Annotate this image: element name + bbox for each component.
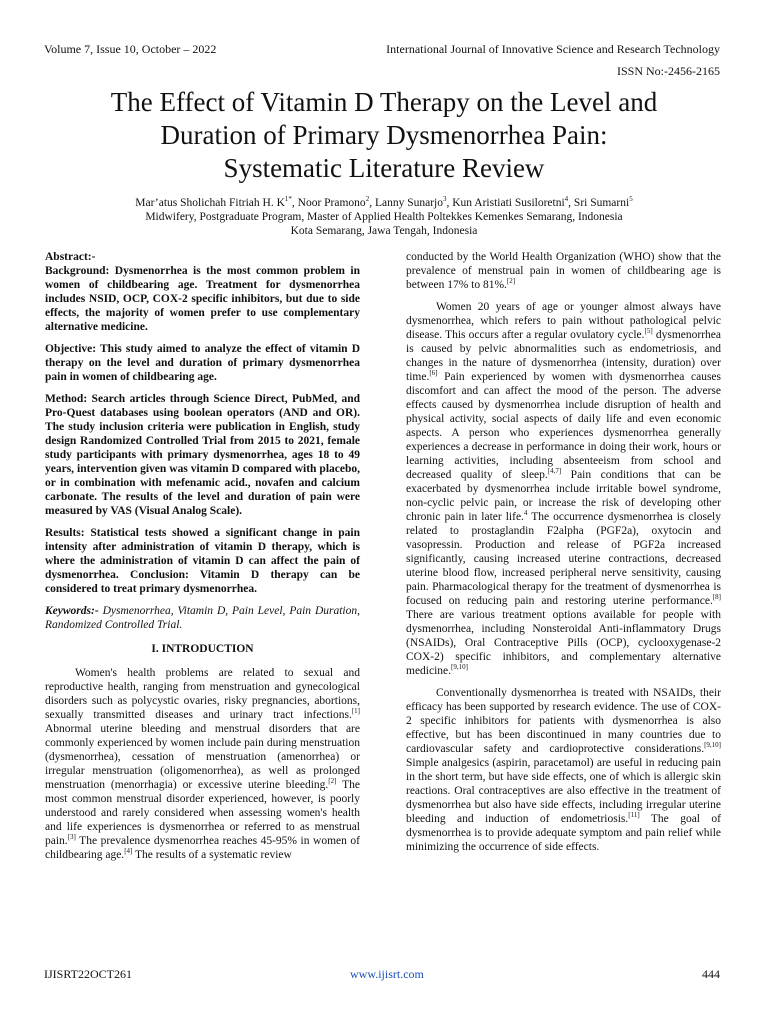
text-run: The occurrence dysmenorrhea is closely related to prostaglandin F2alpha (PGF2a), oxytocin and vasopressin. Production and release of PGF2a increased significantly, causing increased uterine contractions, decreased uterine blood flow, increased peripheral nerve sensitivity, causing pain. Pharmacological therapy for the treatment of dysmenorrhea is focused on reducing pain and restoring uterine performance. — [406, 511, 721, 607]
text-run: There are various treatment options available for people with dysmenorrhea, including Nonsteroidal Anti-inflammatory Drugs (NSAIDs), Oral Contraceptive Pills (OCP), cyclooxygenase-2 COX-2) specific inhibitors, and complementary alternative medicine. — [406, 609, 721, 677]
text-run: The results of a systematic review — [132, 849, 292, 861]
abstract-results: Results: Statistical tests showed a significant change in pain intensity after administration of vitamin D therapy, which is where the administration of vitamin D can affect the pain of dysmenorrhea. Conclusion: Vitamin D therapy can be considered to treat primary dysmenorrhea. — [45, 527, 360, 595]
journal-name: International Journal of Innovative Science and Research Technology — [386, 42, 720, 56]
text-run: Pain experienced by women with dysmenorrhea causes discomfort and can affect the mood of the person. The adverse effects caused by dysmenorrhea include disruption of health and physical activity, social aspects of daily life and even economic aspects. A person who experiences dysmenorrhea generally experiences a decrease in performance in doing their work, hours or learning activities, including absenteeism from school and decreased quality of sleep. — [406, 371, 721, 481]
author-4-mark: 4 — [564, 195, 569, 204]
keywords-label: Keywords:- — [45, 605, 99, 617]
text-run: The goal of dysmenorrhea is to provide adequate symptom and pain relief while minimizing the occurrence of side effects. — [406, 813, 721, 853]
text-run: Women 20 years of age or younger almost always have dysmenorrhea, which refers to pain without pathological pelvic disease. This occurs after a regular ovulatory cycle. — [406, 301, 721, 341]
abstract-objective: Objective: This study aimed to analyze the effect of vitamin D therapy on the level and duration of primary dysmenorrhea pain in women of childbearing age. — [45, 343, 360, 383]
title-line-1: The Effect of Vitamin D Therapy on the Level and — [110, 87, 658, 117]
intro-paragraph-1-continued — [406, 250, 721, 292]
text-run: Pain conditions that can be exacerbated by dysmenorrhea include irritable bowel syndrome, non-cyclic pelvic pain, or increase the risk of developing other chronic pain in later life. — [406, 469, 721, 523]
citation: 4 — [523, 509, 528, 518]
citation: [4,7] — [547, 467, 562, 476]
text-run: The prevalence dysmenorrhea reaches 45-95% in women of childbearing age. — [45, 835, 360, 861]
keywords — [45, 604, 360, 632]
citation: [3] — [67, 833, 76, 842]
footer-page-number: 444 — [702, 967, 720, 981]
abstract-heading: Abstract:- — [45, 251, 96, 263]
citation: [9,10] — [451, 663, 468, 672]
citation: [6] — [429, 369, 438, 378]
text-run: conducted by the World Health Organization (WHO) show that the prevalence of menstrual pain in women of childbearing age is between 17% to 81%. — [406, 251, 721, 291]
title-line-2: Duration of Primary Dysmenorrhea Pain: — [160, 120, 608, 150]
author-1-mark: 1* — [284, 195, 292, 204]
intro-paragraph-2 — [406, 300, 721, 678]
author-5: , Sri Sumarni — [568, 197, 630, 209]
citation: [5] — [644, 327, 653, 336]
citation: [11] — [628, 811, 640, 820]
citation: [9,10] — [704, 741, 721, 750]
volume-issue: Volume 7, Issue 10, October – 2022 — [44, 42, 217, 56]
text-run: Abnormal uterine bleeding and menstrual disorders that are commonly experienced by women include pain during menstruation (dysmenorrhea), cessation of menstruation (amenorrhea) or irregular menstruation (oligomenorrhea), as well as prolonged menstruation (menorrhagia) or excessive uterine bleeding. — [45, 723, 360, 791]
affiliation-line-2: Kota Semarang, Jawa Tengah, Indonesia — [290, 225, 478, 237]
author-1: Mar’atus Sholichah Fitriah H. K — [135, 197, 285, 209]
left-column — [45, 250, 360, 870]
author-2: , Noor Pramono — [291, 197, 366, 209]
citation: [1] — [351, 707, 360, 716]
citation: [4] — [124, 847, 133, 856]
text-run: Women's health problems are related to sexual and reproductive health, ranging from menstruation and gynecological disorders such as polycystic ovaries, risky pregnancies, abortions, sexually transmitted diseases and urinary tract infections. — [45, 667, 360, 721]
intro-paragraph-1 — [45, 666, 360, 862]
text-run: The most common menstrual disorder experienced, however, is poorly understood and rarely considered when assessing women's health and life experiences is dysmenorrhea or referred to as menstrual pain. — [45, 779, 361, 847]
author-block — [30, 196, 738, 238]
text-run: Conventionally dysmenorrhea is treated with NSAIDs, their efficacy has been supported by research evidence. The use of COX-2 specific inhibitors for patients with dysmenorrhea is also effective, but has been discontinued in many countries due to cardiovascular safety and cardioprotective considerations. — [406, 687, 721, 755]
text-run: dysmenorrhea is caused by pelvic abnormalities such as endometriosis, and changes in the nature of dysmenorrhea (intensity, duration) over time. — [406, 329, 721, 383]
citation: [2] — [328, 777, 337, 786]
paper-title — [30, 86, 738, 185]
intro-paragraph-3 — [406, 686, 721, 854]
citation: [2] — [506, 277, 516, 286]
issn: ISSN No:-2456-2165 — [616, 64, 720, 78]
author-list — [30, 196, 738, 210]
author-3: , Lanny Sunarjo — [369, 197, 443, 209]
author-2-mark: 2 — [365, 195, 370, 204]
affiliation-line-1: Midwifery, Postgraduate Program, Master of Applied Health Poltekkes Kemenkes Semarang, Indonesia — [145, 211, 623, 223]
footer-website-link[interactable]: www.ijisrt.com — [350, 967, 424, 981]
author-5-mark: 5 — [629, 195, 633, 204]
abstract-method: Method: Search articles through Science Direct, PubMed, and Pro-Quest databases using boolean operators (AND and OR). The study inclusion criteria were publication in English, study design Randomized Controlled Trial from 2015 to 2021, female study participants with primary dysmenorrhea, ages 18 to 49 years, intervention given was vitamin D compared with placebo, or in combination with mefenamic acid., novafen and calcium carbonate. The results of the level and duration of pain were measured by VAS (Visual Analog Scale). — [45, 393, 360, 517]
author-3-mark: 3 — [442, 195, 447, 204]
abstract-background: Background: Dysmenorrhea is the most common problem in women of childbearing age. Treatment for dysmenorrhea includes NSID, OCP, COX-2 specific inhibitors, but due to side effects, the majority of women prefer to use complementary alternative medicine. — [45, 265, 360, 333]
citation: [8] — [712, 593, 721, 602]
footer-article-code: IJISRT22OCT261 — [44, 967, 132, 981]
text-run: Simple analgesics (aspirin, paracetamol) are useful in reducing pain in the short term, but have side effects, one of which is allergic skin reactions. Oral contraceptives are also effective in the treatment of dysmenorrhea but also have side effects, including irregular uterine bleeding and induction of endometriosis. — [406, 757, 721, 825]
keywords-list: Dysmenorrhea, Vitamin D, Pain Level, Pain Duration, Randomized Controlled Trial. — [45, 605, 360, 631]
right-column — [406, 250, 721, 862]
section-heading-introduction: I. INTRODUCTION — [151, 643, 254, 655]
title-line-3: Systematic Literature Review — [223, 153, 545, 183]
author-4: , Kun Aristiati Susiloretni — [446, 197, 565, 209]
